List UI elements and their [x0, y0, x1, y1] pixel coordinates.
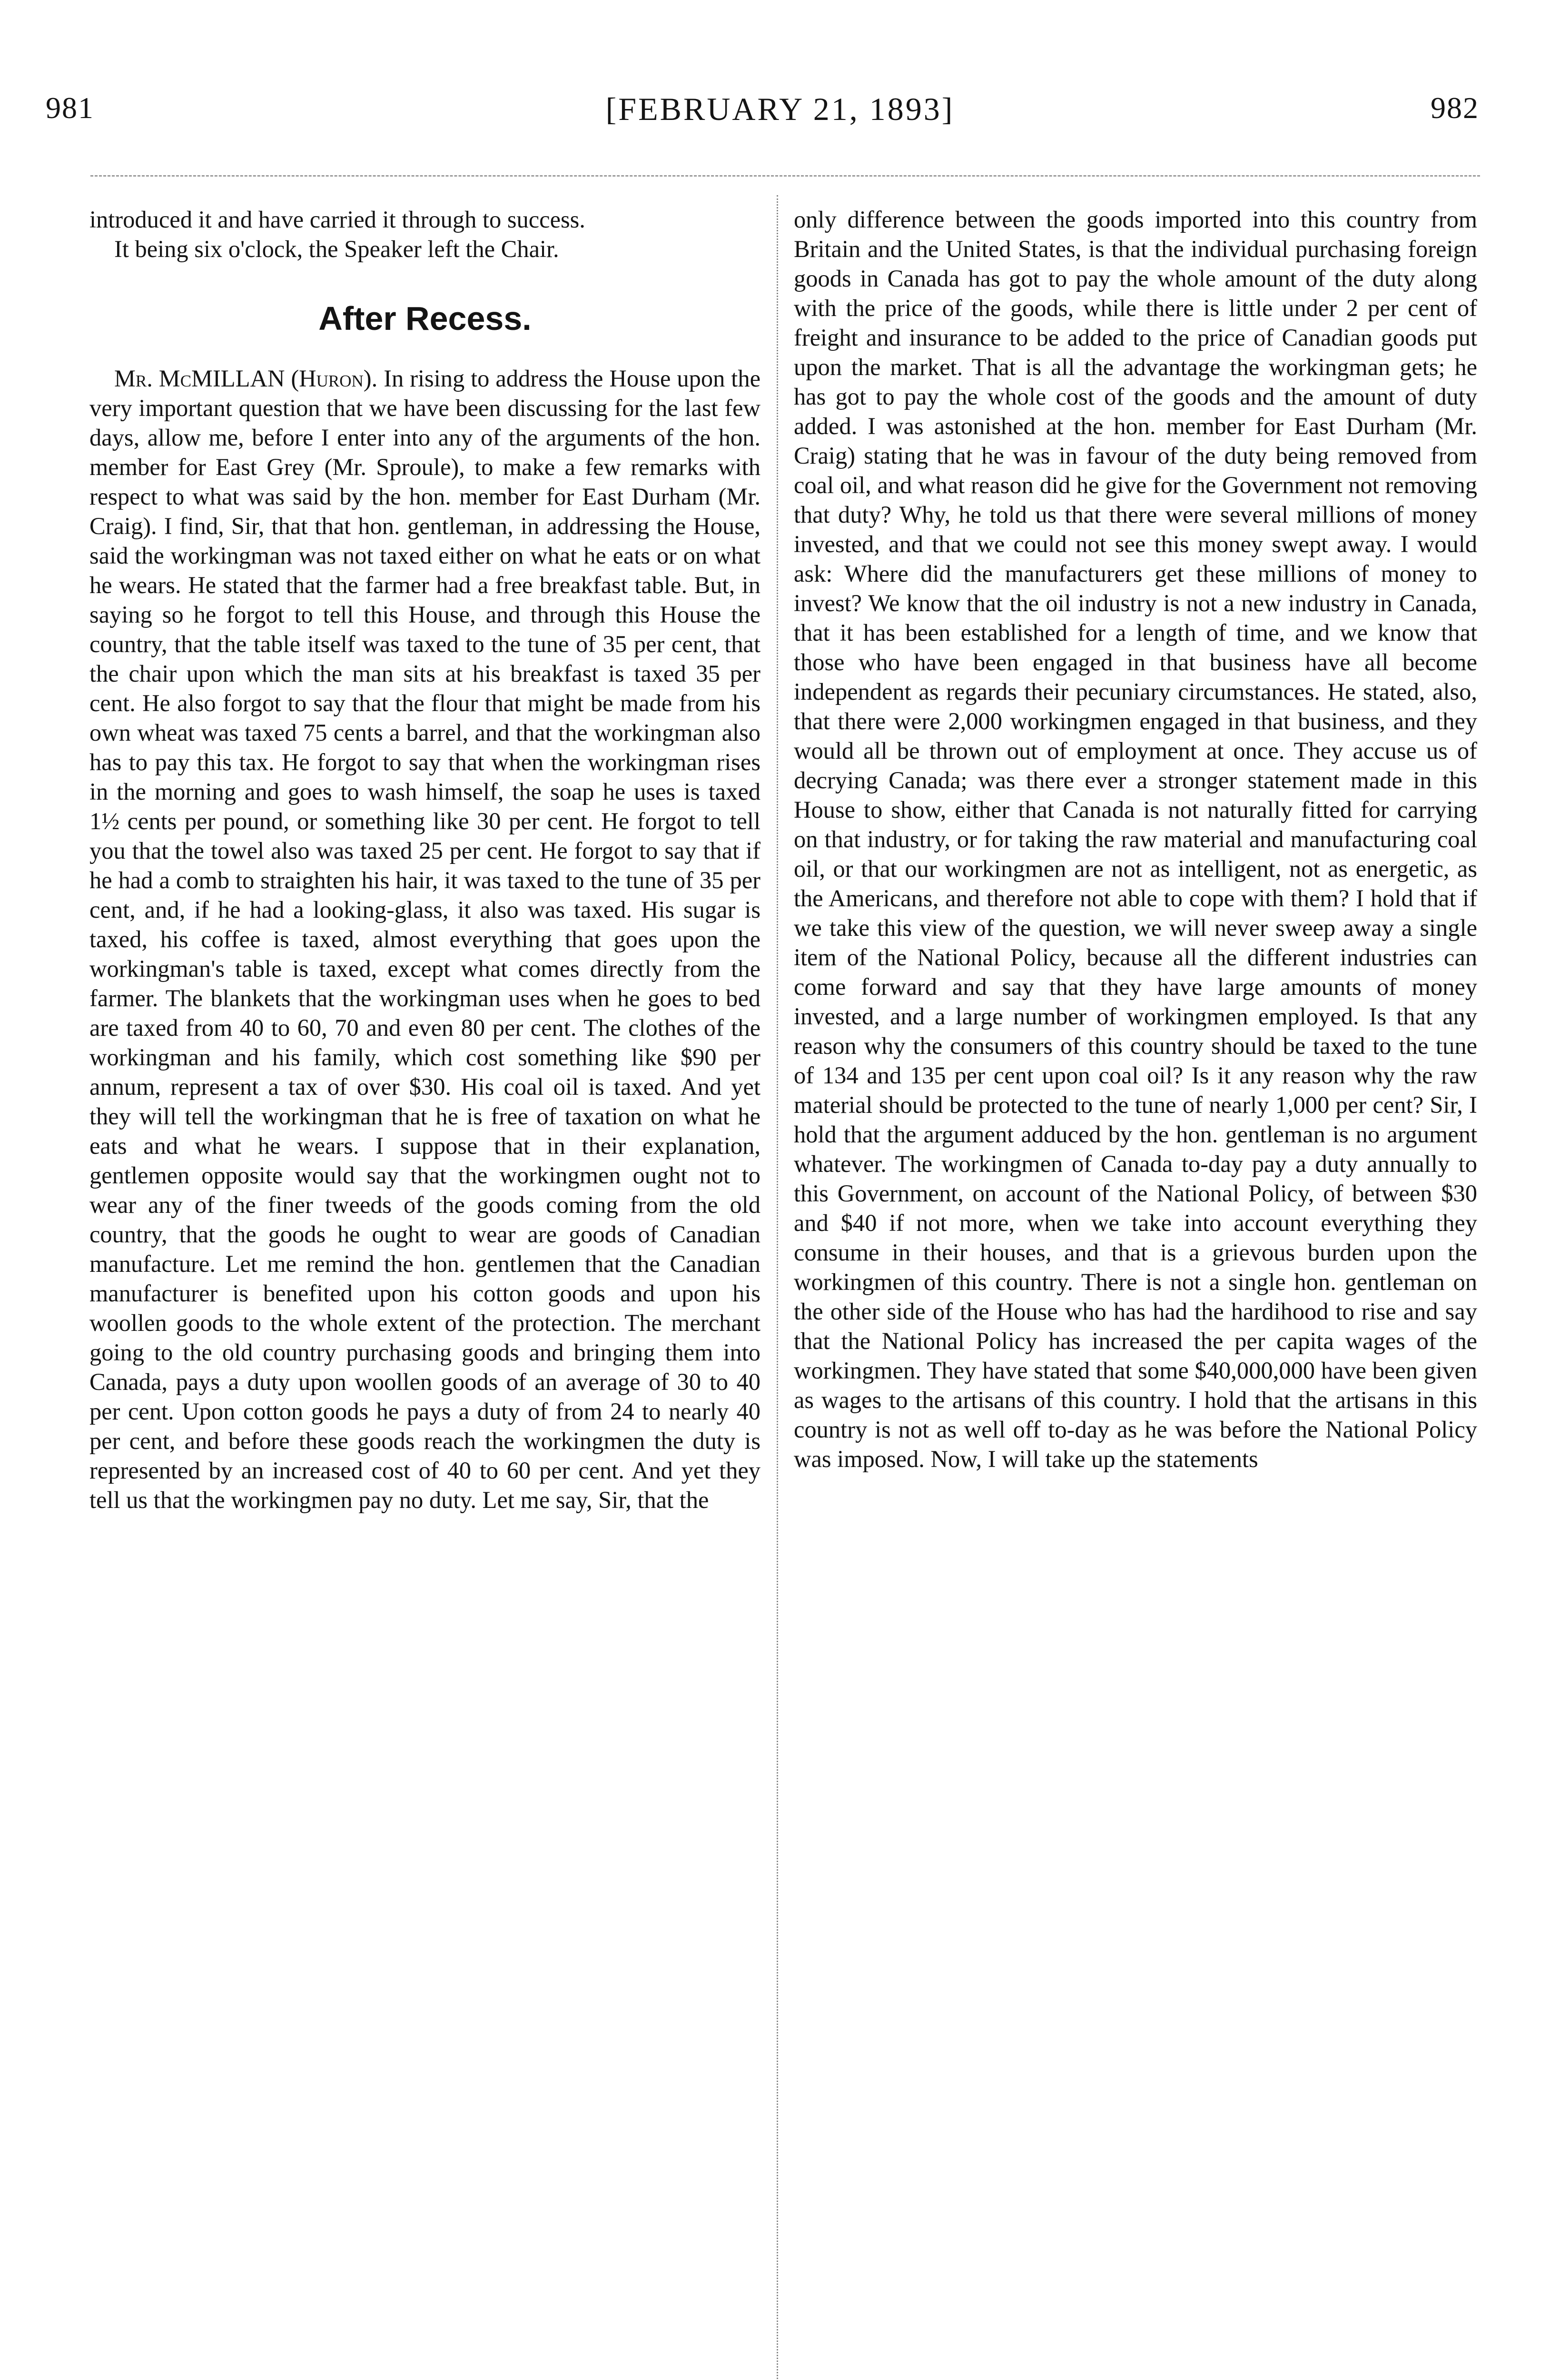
right-column — [794, 205, 1477, 2375]
right-column-text: only difference between the goods imported into this country from Britain and the United States, is that the individual purchasing foreign goods in Canada has got to pay the whole amount of the duty along with the price of the goods, while there is little under 2 per cent of freight and insurance to be added to the price of Canadian goods put upon the market. That is all the advantage the workingman gets; he has got to pay the whole cost of the goods and the amount of duty added. I was astonished at the hon. member for East Durham (Mr. Craig) stating that he was in favour of the duty being removed from coal oil, and what reason did he give for the Government not removing that duty? Why, he told us that there were several millions of money invested, and that we could not see this money swept away. I would ask: Where did the manufacturers get these millions of money to invest? We know that the oil industry is not a new industry in Canada, that it has been established for a length of time, and we know that those who have been engaged in that business have all become independent as regards their pecuniary circumstances. He stated, also, that there were 2,000 workingmen engaged in that business, and they would all be thrown out of employment at once. They accuse us of decrying Canada; was there ever a stronger statement made in this House to show, either that Canada is not naturally fitted for carrying on that industry, or for taking the raw material and manufacturing coal oil, or that our workingmen are not as intelligent, not as energetic, as the Americans, and therefore not able to cope with them? I hold that if we take this view of the question, we will never sweep away a single item of the National Policy, because all the different industries can come forward and say that they have large amounts of money invested, and a large number of workingmen employed. Is that any reason why the consumers of this country should be taxed to the tune of 134 and 135 per cent upon coal oil? Is it any reason why the raw material should be protected to the tune of nearly 1,000 per cent? Sir, I hold that the argument adduced by the hon. gentleman is no argument whatever. The workingmen of Canada to-day pay a duty annually to this Government, on account of the National Policy, of between $30 and $40 if not more, when we take into account everything they consume in their houses, and that is a grievous burden upon the workingmen of this country. There is not a single hon. gentleman on the other side of the House who has had the hardihood to rise and say that the National Policy has increased the per capita wages of the workingmen. They have stated that some $40,000,000 have been given as wages to the artisans of this country. I hold that the artisans in this country is not as well off to-day as he was before the National Policy was imposed. Now, I will take up the statements — [794, 206, 1477, 1472]
section-heading: After Recess. — [318, 300, 532, 337]
speech-paragraph — [89, 364, 760, 1515]
recess-note: It being six o'clock, the Speaker left the Chair. — [114, 236, 559, 262]
left-column — [89, 205, 760, 2375]
header-rule — [90, 175, 1480, 177]
speech-text: In rising to address the House upon the very important question that we have been discussing for the last few days, allow me, before I enter into any of the arguments of the hon. member for East Grey (Mr. Sproule), to make a few remarks with respect to what was said by the hon. member for East Durham (Mr. Craig). I find, Sir, that that hon. gentleman, in addressing the House, said the workingman was not taxed either on what he eats or on what he wears. He stated that the farmer had a free breakfast table. But, in saying so he forgot to tell this House, and through this House the country, that the table itself was taxed to the tune of 35 per cent, that the chair upon which the man sits at his breakfast is taxed 35 per cent. He also forgot to say that the flour that might be made from his own wheat was taxed 75 cents a barrel, and that the workingman also has to pay this tax. He forgot to say that when the workingman rises in the morning and goes to wash himself, the soap he uses is taxed 1½ cents per pound, or something like 30 per cent. He forgot to tell you that the towel also was taxed 25 per cent. He forgot to say that if he had a comb to straighten his hair, it was taxed to the tune of 35 per cent, and, if he had a looking-glass, it also was taxed. His sugar is taxed, his coffee is taxed, almost everything that goes upon the workingman's table is taxed, except what comes directly from the farmer. The blankets that the workingman uses when he goes to bed are taxed from 40 to 60, 70 and even 80 per cent. The clothes of the workingman and his family, which cost something like $90 per annum, represent a tax of over $30. His coal oil is taxed. And yet they will tell the workingman that he is free of taxation on what he eats and what he wears. I suppose that in their explanation, gentlemen opposite would say that the workingmen ought not to wear any of the finer tweeds of the goods coming from the old country, that the goods he ought to wear are goods of Canadian manufacture. Let me remind the hon. gentlemen that the Canadian manufacturer is benefited upon his cotton goods and upon his woollen goods to the whole extent of the protection. The merchant going to the old country purchasing goods and bringing them into Canada, pays a duty upon woollen goods of an average of 30 to 40 per cent. Upon cotton goods he pays a duty of from 24 to nearly 40 per cent, and before these goods reach the workingmen the duty is represented by an increased cost of 40 to 60 per cent. And yet they tell us that the workingmen pay no duty. Let me say, Sir, that the — [89, 365, 760, 1513]
page-header — [0, 0, 1560, 157]
speaker-name: Mr. McMILLAN (Huron). — [114, 365, 378, 392]
closing-paragraph: introduced it and have carried it through to success. — [89, 206, 585, 233]
page-date: [FEBRUARY 21, 1893] — [605, 91, 955, 127]
page-number-right: 982 — [1431, 91, 1479, 125]
column-divider — [777, 195, 778, 2380]
page-number-left: 981 — [46, 91, 94, 125]
